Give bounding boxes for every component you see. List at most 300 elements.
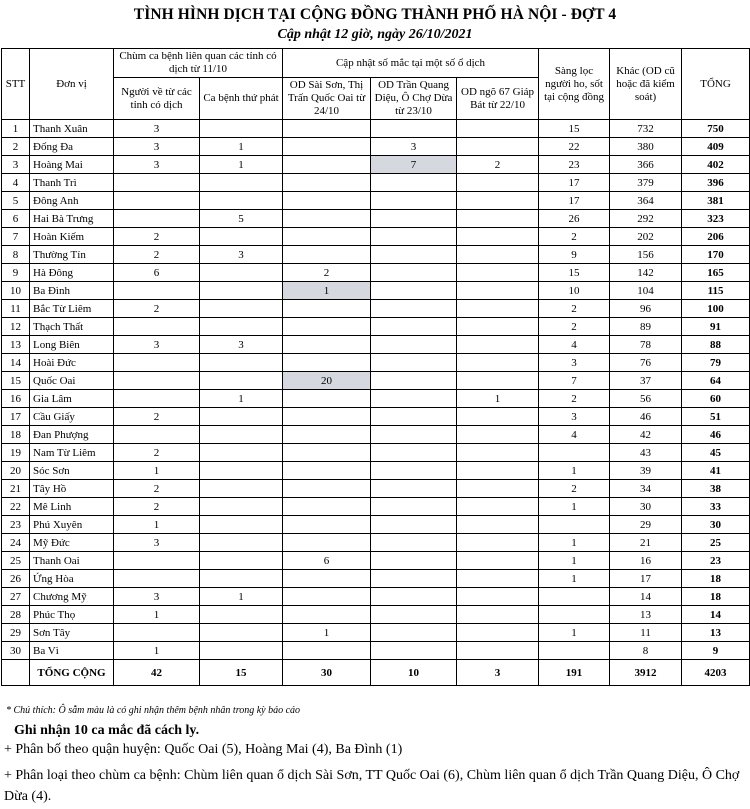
cell-od-giap-bat [457, 354, 539, 372]
cell-od-tran-quang-dieu [371, 318, 457, 336]
cell-khac: 43 [610, 444, 682, 462]
cell-thu-phat [200, 300, 283, 318]
cell-khac: 46 [610, 408, 682, 426]
header-od-sai-son: OD Sài Sơn, Thị Trấn Quốc Oai từ 24/10 [283, 78, 371, 120]
cell-nguoi-ve: 3 [114, 336, 200, 354]
cell-tong: 91 [682, 318, 750, 336]
cell-sang-loc: 2 [539, 318, 610, 336]
cell-thu-phat [200, 318, 283, 336]
cell-od-sai-son [283, 516, 371, 534]
cell-stt: 28 [2, 606, 30, 624]
cell-nguoi-ve: 2 [114, 498, 200, 516]
cell-stt: 12 [2, 318, 30, 336]
cell-sang-loc [539, 642, 610, 660]
cell-sang-loc: 2 [539, 480, 610, 498]
table-row [2, 246, 750, 264]
cell-stt: 15 [2, 372, 30, 390]
cell-tong: 165 [682, 264, 750, 282]
cell-khac: 14 [610, 588, 682, 606]
table-body [2, 120, 750, 660]
cell-nguoi-ve [114, 318, 200, 336]
cell-od-giap-bat [457, 516, 539, 534]
cell-nguoi-ve: 2 [114, 408, 200, 426]
cell-od-giap-bat [457, 444, 539, 462]
cell-don-vi: Đống Đa [30, 138, 114, 156]
cell-khac: 37 [610, 372, 682, 390]
cell-nguoi-ve [114, 192, 200, 210]
cell-tong: 60 [682, 390, 750, 408]
cell-khac: 42 [610, 426, 682, 444]
cell-khac: 379 [610, 174, 682, 192]
cell-od-sai-son [283, 390, 371, 408]
total-nguoi-ve: 42 [114, 660, 200, 686]
table-row [2, 390, 750, 408]
cell-don-vi: Mỹ Đức [30, 534, 114, 552]
cell-don-vi: Nam Từ Liêm [30, 444, 114, 462]
cell-tong: 381 [682, 192, 750, 210]
cell-od-giap-bat [457, 534, 539, 552]
cell-sang-loc: 22 [539, 138, 610, 156]
cell-od-tran-quang-dieu [371, 552, 457, 570]
cell-don-vi: Gia Lâm [30, 390, 114, 408]
covid-table [1, 48, 750, 686]
cell-tong: 46 [682, 426, 750, 444]
cell-stt: 16 [2, 390, 30, 408]
cell-khac: 78 [610, 336, 682, 354]
table-row [2, 642, 750, 660]
cell-nguoi-ve: 1 [114, 516, 200, 534]
total-od-giap-bat: 3 [457, 660, 539, 686]
cell-od-giap-bat [457, 480, 539, 498]
cell-stt: 30 [2, 642, 30, 660]
cell-od-sai-son [283, 570, 371, 588]
cell-khac: 16 [610, 552, 682, 570]
cell-don-vi: Thanh Trì [30, 174, 114, 192]
total-label: TỔNG CỘNG [30, 660, 114, 686]
cell-od-sai-son [283, 174, 371, 192]
cell-tong: 115 [682, 282, 750, 300]
table-row [2, 444, 750, 462]
cell-nguoi-ve: 2 [114, 228, 200, 246]
cell-thu-phat [200, 480, 283, 498]
header-group-tinh-co-dich: Chùm ca bệnh liên quan các tỉnh có dịch từ 11/10 [114, 49, 283, 78]
cell-nguoi-ve [114, 426, 200, 444]
cell-nguoi-ve: 1 [114, 642, 200, 660]
cell-thu-phat [200, 228, 283, 246]
cell-stt: 11 [2, 300, 30, 318]
table-row [2, 516, 750, 534]
cell-thu-phat [200, 606, 283, 624]
table-row [2, 156, 750, 174]
total-khac: 3912 [610, 660, 682, 686]
cell-don-vi: Hoàn Kiếm [30, 228, 114, 246]
header-thu-phat: Ca bệnh thứ phát [200, 78, 283, 120]
cell-tong: 88 [682, 336, 750, 354]
cell-od-giap-bat [457, 210, 539, 228]
cell-od-sai-son [283, 534, 371, 552]
cell-od-tran-quang-dieu [371, 390, 457, 408]
cell-od-giap-bat [457, 372, 539, 390]
cell-nguoi-ve: 2 [114, 480, 200, 498]
table-row [2, 498, 750, 516]
cell-sang-loc: 2 [539, 390, 610, 408]
cell-thu-phat [200, 282, 283, 300]
cell-sang-loc: 1 [539, 624, 610, 642]
cell-don-vi: Ứng Hòa [30, 570, 114, 588]
cell-nguoi-ve [114, 390, 200, 408]
cell-don-vi: Ba Vì [30, 642, 114, 660]
cell-tong: 30 [682, 516, 750, 534]
cell-od-sai-son [283, 138, 371, 156]
table-row [2, 426, 750, 444]
cell-od-giap-bat [457, 462, 539, 480]
cell-don-vi: Chương Mỹ [30, 588, 114, 606]
cell-nguoi-ve: 3 [114, 534, 200, 552]
cell-khac: 17 [610, 570, 682, 588]
cell-khac: 11 [610, 624, 682, 642]
cell-thu-phat: 1 [200, 390, 283, 408]
cell-nguoi-ve [114, 282, 200, 300]
cell-don-vi: Hoài Đức [30, 354, 114, 372]
cell-tong: 18 [682, 588, 750, 606]
cell-od-giap-bat [457, 570, 539, 588]
cell-tong: 9 [682, 642, 750, 660]
cell-od-giap-bat [457, 192, 539, 210]
cell-od-sai-son [283, 408, 371, 426]
cell-od-giap-bat [457, 282, 539, 300]
cell-od-sai-son: 1 [283, 624, 371, 642]
cell-od-giap-bat [457, 588, 539, 606]
report-subtitle: Cập nhật 12 giờ, ngày 26/10/2021 [277, 27, 473, 42]
cell-od-giap-bat [457, 138, 539, 156]
cell-od-tran-quang-dieu [371, 408, 457, 426]
cell-nguoi-ve: 2 [114, 300, 200, 318]
cell-khac: 96 [610, 300, 682, 318]
header-khac: Khác (OD cũ hoặc đã kiểm soát) [610, 49, 682, 120]
cell-od-tran-quang-dieu: 7 [371, 156, 457, 174]
cell-stt: 24 [2, 534, 30, 552]
cell-od-tran-quang-dieu [371, 444, 457, 462]
cell-thu-phat [200, 534, 283, 552]
cell-khac: 39 [610, 462, 682, 480]
cell-thu-phat [200, 552, 283, 570]
cell-tong: 79 [682, 354, 750, 372]
total-stt [2, 660, 30, 686]
cell-stt: 27 [2, 588, 30, 606]
cell-od-tran-quang-dieu [371, 534, 457, 552]
cell-nguoi-ve [114, 552, 200, 570]
total-od-tran-quang-dieu: 10 [371, 660, 457, 686]
cell-don-vi: Hai Bà Trưng [30, 210, 114, 228]
cell-khac: 366 [610, 156, 682, 174]
cell-don-vi: Phúc Thọ [30, 606, 114, 624]
table-row [2, 300, 750, 318]
cell-sang-loc [539, 606, 610, 624]
cell-nguoi-ve: 3 [114, 156, 200, 174]
cell-od-giap-bat [457, 426, 539, 444]
table-row [2, 552, 750, 570]
cell-od-sai-son [283, 210, 371, 228]
cell-thu-phat [200, 264, 283, 282]
cell-od-giap-bat [457, 246, 539, 264]
cell-stt: 10 [2, 282, 30, 300]
cell-od-sai-son: 20 [283, 372, 371, 390]
cell-nguoi-ve: 6 [114, 264, 200, 282]
cell-nguoi-ve: 3 [114, 588, 200, 606]
cell-od-tran-quang-dieu [371, 210, 457, 228]
cell-stt: 14 [2, 354, 30, 372]
cell-od-sai-son [283, 606, 371, 624]
cell-od-giap-bat [457, 228, 539, 246]
cell-od-sai-son [283, 462, 371, 480]
cell-od-giap-bat: 2 [457, 156, 539, 174]
cell-od-giap-bat [457, 300, 539, 318]
cell-od-tran-quang-dieu [371, 498, 457, 516]
cell-tong: 51 [682, 408, 750, 426]
cell-sang-loc: 10 [539, 282, 610, 300]
cell-od-sai-son [283, 480, 371, 498]
cell-don-vi: Quốc Oai [30, 372, 114, 390]
cell-sang-loc: 3 [539, 354, 610, 372]
cell-sang-loc: 4 [539, 426, 610, 444]
cell-tong: 45 [682, 444, 750, 462]
cell-khac: 364 [610, 192, 682, 210]
cell-od-tran-quang-dieu [371, 228, 457, 246]
cell-nguoi-ve: 1 [114, 606, 200, 624]
cell-thu-phat [200, 120, 283, 138]
cell-khac: 21 [610, 534, 682, 552]
cell-thu-phat [200, 192, 283, 210]
cell-sang-loc: 1 [539, 534, 610, 552]
cell-od-sai-son [283, 156, 371, 174]
cell-od-tran-quang-dieu [371, 300, 457, 318]
cell-od-sai-son [283, 228, 371, 246]
cell-od-tran-quang-dieu [371, 642, 457, 660]
header-stt: STT [2, 49, 30, 120]
cell-don-vi: Phú Xuyên [30, 516, 114, 534]
cell-nguoi-ve: 3 [114, 138, 200, 156]
cell-od-tran-quang-dieu [371, 426, 457, 444]
cell-stt: 3 [2, 156, 30, 174]
table-row [2, 588, 750, 606]
cell-stt: 2 [2, 138, 30, 156]
cell-tong: 323 [682, 210, 750, 228]
cell-stt: 23 [2, 516, 30, 534]
cell-tong: 750 [682, 120, 750, 138]
cell-stt: 4 [2, 174, 30, 192]
cell-don-vi: Mê Linh [30, 498, 114, 516]
cell-od-tran-quang-dieu [371, 192, 457, 210]
cell-stt: 29 [2, 624, 30, 642]
cell-khac: 8 [610, 642, 682, 660]
cell-od-sai-son [283, 354, 371, 372]
cell-tong: 13 [682, 624, 750, 642]
header-od-giap-bat: OD ngõ 67 Giáp Bát từ 22/10 [457, 78, 539, 120]
header-nguoi-ve: Người về từ các tỉnh có dịch [114, 78, 200, 120]
cell-khac: 156 [610, 246, 682, 264]
header-sang-loc: Sàng lọc người ho, sốt tại cộng đồng [539, 49, 610, 120]
cell-thu-phat [200, 174, 283, 192]
cell-od-giap-bat [457, 318, 539, 336]
cell-sang-loc [539, 444, 610, 462]
cell-khac: 56 [610, 390, 682, 408]
cell-od-giap-bat: 1 [457, 390, 539, 408]
cell-od-giap-bat [457, 174, 539, 192]
cell-thu-phat [200, 462, 283, 480]
cell-don-vi: Sơn Tây [30, 624, 114, 642]
cell-od-giap-bat [457, 264, 539, 282]
cell-thu-phat [200, 372, 283, 390]
cell-thu-phat: 1 [200, 156, 283, 174]
cell-od-sai-son: 2 [283, 264, 371, 282]
table-row [2, 372, 750, 390]
cell-tong: 38 [682, 480, 750, 498]
total-thu-phat: 15 [200, 660, 283, 686]
table-row [2, 606, 750, 624]
cell-khac: 104 [610, 282, 682, 300]
cell-sang-loc: 1 [539, 498, 610, 516]
cell-od-tran-quang-dieu [371, 516, 457, 534]
cell-sang-loc: 23 [539, 156, 610, 174]
cell-sang-loc: 4 [539, 336, 610, 354]
cell-thu-phat [200, 624, 283, 642]
table-row [2, 318, 750, 336]
cell-nguoi-ve [114, 570, 200, 588]
cell-od-giap-bat [457, 642, 539, 660]
cell-don-vi: Thạch Thất [30, 318, 114, 336]
cell-tong: 396 [682, 174, 750, 192]
cell-stt: 7 [2, 228, 30, 246]
cell-khac: 29 [610, 516, 682, 534]
total-sang-loc: 191 [539, 660, 610, 686]
cell-sang-loc: 1 [539, 570, 610, 588]
cell-od-tran-quang-dieu [371, 462, 457, 480]
cell-don-vi: Hoàng Mai [30, 156, 114, 174]
cell-khac: 34 [610, 480, 682, 498]
cell-od-sai-son: 6 [283, 552, 371, 570]
cell-tong: 14 [682, 606, 750, 624]
cell-od-tran-quang-dieu [371, 174, 457, 192]
cell-thu-phat: 3 [200, 246, 283, 264]
cell-tong: 18 [682, 570, 750, 588]
cell-od-tran-quang-dieu [371, 120, 457, 138]
cell-don-vi: Đông Anh [30, 192, 114, 210]
table-row [2, 534, 750, 552]
cell-od-tran-quang-dieu [371, 570, 457, 588]
cell-don-vi: Bắc Từ Liêm [30, 300, 114, 318]
cell-nguoi-ve: 2 [114, 444, 200, 462]
table-row [2, 282, 750, 300]
cell-khac: 292 [610, 210, 682, 228]
cell-sang-loc: 2 [539, 300, 610, 318]
cell-tong: 33 [682, 498, 750, 516]
cell-od-giap-bat [457, 624, 539, 642]
table-row [2, 570, 750, 588]
table-row [2, 462, 750, 480]
cell-khac: 13 [610, 606, 682, 624]
cell-thu-phat: 5 [200, 210, 283, 228]
table-row [2, 192, 750, 210]
cell-od-sai-son [283, 498, 371, 516]
table-row [2, 408, 750, 426]
cell-od-sai-son [283, 642, 371, 660]
cell-od-giap-bat [457, 552, 539, 570]
cell-od-tran-quang-dieu [371, 354, 457, 372]
cell-don-vi: Tây Hồ [30, 480, 114, 498]
cell-sang-loc: 15 [539, 120, 610, 138]
cell-tong: 41 [682, 462, 750, 480]
cell-stt: 9 [2, 264, 30, 282]
cell-stt: 22 [2, 498, 30, 516]
cell-sang-loc: 17 [539, 174, 610, 192]
cell-stt: 25 [2, 552, 30, 570]
cell-nguoi-ve: 2 [114, 246, 200, 264]
cell-thu-phat [200, 426, 283, 444]
cell-od-tran-quang-dieu [371, 336, 457, 354]
total-row [2, 660, 750, 686]
cell-nguoi-ve [114, 174, 200, 192]
cell-od-sai-son [283, 246, 371, 264]
cell-don-vi: Thường Tín [30, 246, 114, 264]
cell-od-tran-quang-dieu [371, 264, 457, 282]
cell-od-tran-quang-dieu [371, 282, 457, 300]
cell-od-sai-son [283, 120, 371, 138]
cell-sang-loc: 2 [539, 228, 610, 246]
cell-thu-phat [200, 642, 283, 660]
table-row [2, 336, 750, 354]
cell-khac: 30 [610, 498, 682, 516]
table-row [2, 210, 750, 228]
cell-sang-loc: 1 [539, 552, 610, 570]
cell-tong: 25 [682, 534, 750, 552]
table-row [2, 174, 750, 192]
cell-od-giap-bat [457, 606, 539, 624]
cell-od-tran-quang-dieu: 3 [371, 138, 457, 156]
cell-nguoi-ve: 3 [114, 120, 200, 138]
cell-sang-loc [539, 588, 610, 606]
total-tong: 4203 [682, 660, 750, 686]
cell-thu-phat: 1 [200, 138, 283, 156]
cell-don-vi: Đan Phượng [30, 426, 114, 444]
header-don-vi: Đơn vị [30, 49, 114, 120]
cell-sang-loc: 3 [539, 408, 610, 426]
cell-stt: 5 [2, 192, 30, 210]
cell-don-vi: Thanh Oai [30, 552, 114, 570]
cell-od-giap-bat [457, 408, 539, 426]
cell-don-vi: Sóc Sơn [30, 462, 114, 480]
cell-thu-phat: 1 [200, 588, 283, 606]
cell-thu-phat [200, 408, 283, 426]
cell-stt: 19 [2, 444, 30, 462]
cell-od-tran-quang-dieu [371, 624, 457, 642]
cell-od-sai-son [283, 300, 371, 318]
cell-od-sai-son [283, 318, 371, 336]
total-od-sai-son: 30 [283, 660, 371, 686]
cell-od-tran-quang-dieu [371, 480, 457, 498]
cell-khac: 142 [610, 264, 682, 282]
cell-od-tran-quang-dieu [371, 246, 457, 264]
summary-district: + Phân bố theo quận huyện: Quốc Oai (5), Hoàng Mai (4), Ba Đình (1) [4, 742, 403, 757]
cell-sang-loc: 7 [539, 372, 610, 390]
cell-od-tran-quang-dieu [371, 606, 457, 624]
cell-don-vi: Cầu Giấy [30, 408, 114, 426]
cell-sang-loc: 1 [539, 462, 610, 480]
cell-stt: 8 [2, 246, 30, 264]
cell-od-sai-son: 1 [283, 282, 371, 300]
cell-od-sai-son [283, 426, 371, 444]
header-od-tran-quang-dieu: OD Trần Quang Diệu, Ô Chợ Dừa từ 23/10 [371, 78, 457, 120]
cell-od-sai-son [283, 588, 371, 606]
